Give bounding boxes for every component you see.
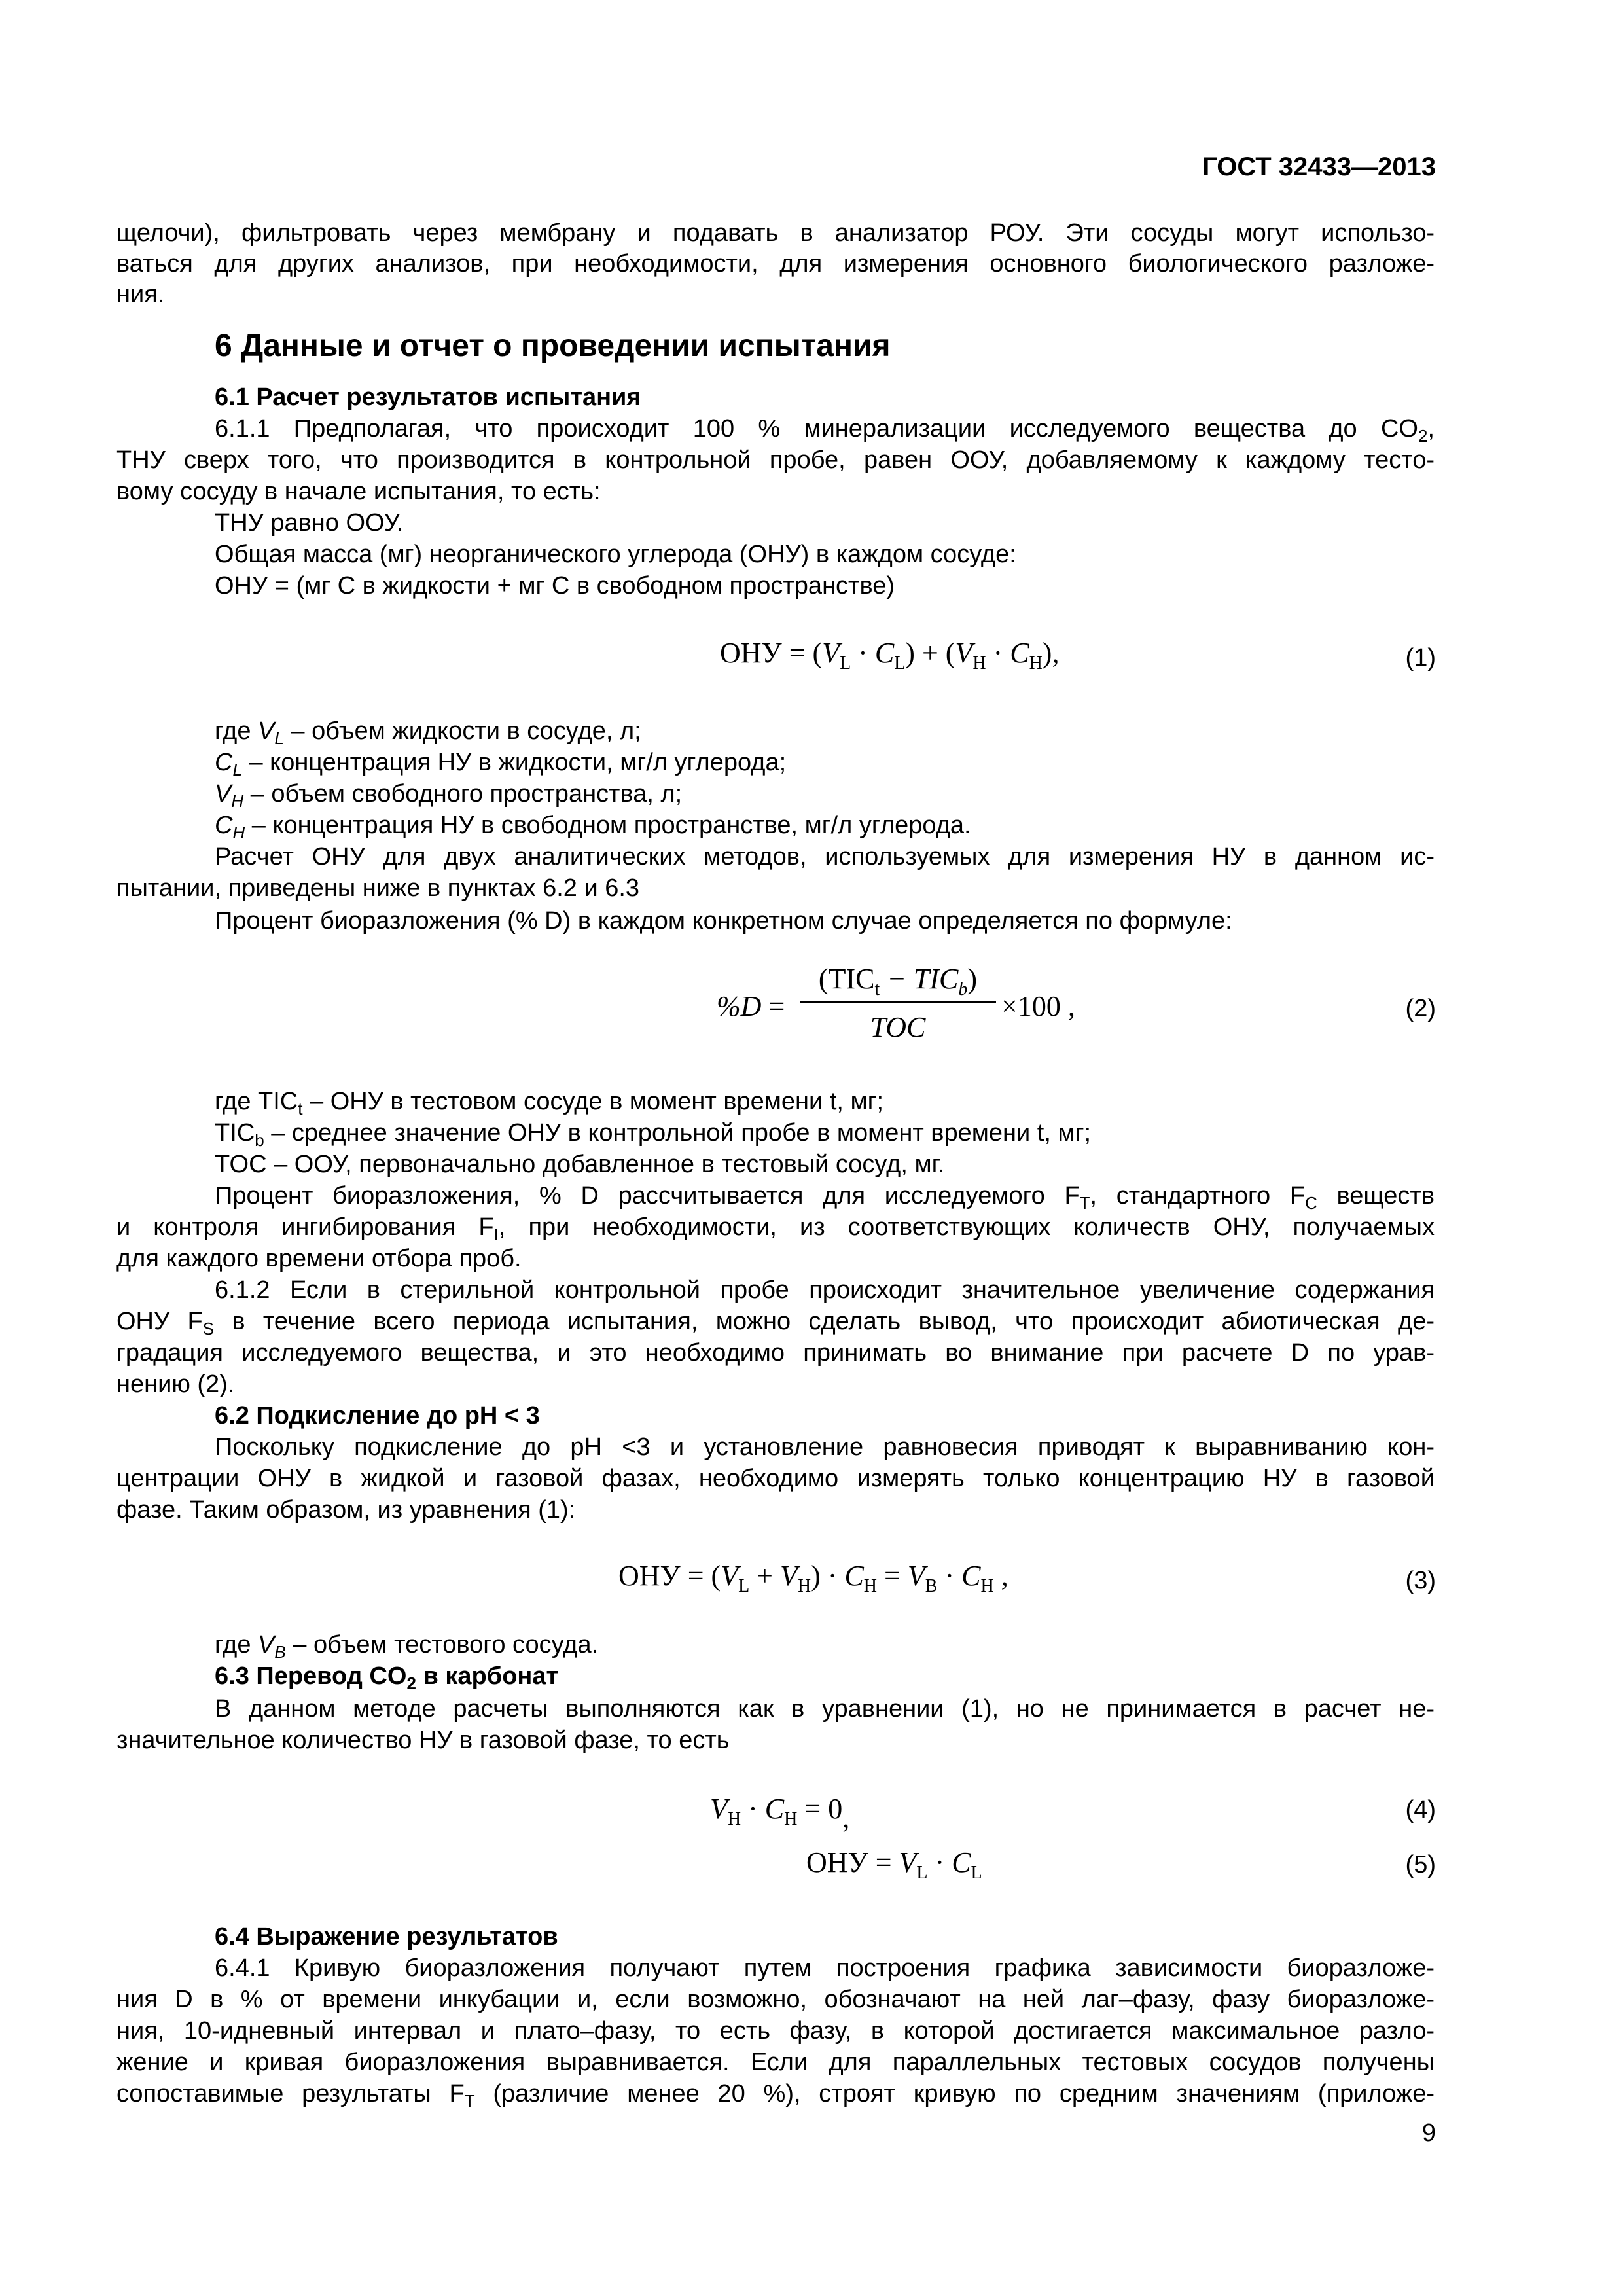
equation-3-number: (3) bbox=[1405, 1567, 1436, 1594]
subscript: L bbox=[274, 728, 284, 748]
subscript: C bbox=[1305, 1193, 1317, 1213]
symbol: C bbox=[215, 749, 233, 776]
subscript: H bbox=[231, 791, 244, 811]
text: – среднее значение ОНУ в контрольной пробе в момент времени t, мг; bbox=[264, 1119, 1092, 1147]
para-6-1-2-line-3: градация исследуемого вещества, и это необходимо принимать во внимание при расчете D по урав- bbox=[116, 1339, 1435, 1367]
para-6-1-2-line-4: нению (2). bbox=[116, 1371, 235, 1398]
equation-lhs: ОНУ bbox=[618, 1560, 681, 1592]
intro-line-1: щелочи), фильтровать через мембрану и подавать в анализатор РОУ. Эти сосуды могут использо- bbox=[116, 219, 1435, 247]
subscript: T bbox=[1079, 1193, 1090, 1213]
symbol: V bbox=[258, 1631, 275, 1659]
equation-lhs: ОНУ bbox=[720, 637, 782, 669]
text: ОНУ F bbox=[116, 1308, 203, 1335]
equation-lhs: ОНУ bbox=[806, 1846, 868, 1878]
equation-2-tail: ×100 , bbox=[1001, 990, 1075, 1022]
text: – ОНУ в тестовом сосуде в момент времени t, мг; bbox=[302, 1088, 884, 1115]
para-6-2-line-2: центрации ОНУ в жидкой и газовой фазах, необходимо измерять только концентрацию НУ в газовой bbox=[116, 1465, 1435, 1492]
equation-2-number: (2) bbox=[1405, 995, 1436, 1022]
subsection-6-4-title: 6.4 Выражение результатов bbox=[215, 1923, 558, 1950]
text: , стандартного F bbox=[1090, 1182, 1306, 1210]
intro-line-2: ваться для других анализов, при необходимости, для измерения основного биологического разложе- bbox=[116, 250, 1435, 278]
equation-5-number: (5) bbox=[1405, 1851, 1436, 1878]
para-6-4-1-line-5 bbox=[116, 2079, 1435, 2116]
text: где bbox=[215, 1631, 259, 1659]
symbol: V bbox=[258, 717, 275, 745]
intro-line-3: ния. bbox=[116, 281, 165, 308]
percent-formula-intro: Процент биоразложения (% D) в каждом конкретном случае определяется по формуле: bbox=[215, 907, 1232, 935]
mass-statement: Общая масса (мг) неорганического углерода (ОНУ) в каждом сосуде: bbox=[215, 541, 1016, 568]
para-6-1-1-line-3: вому сосуду в начале испытания, то есть: bbox=[116, 478, 601, 505]
text: веществ bbox=[1317, 1182, 1435, 1210]
para-6-1-1-line-2: ТНУ сверх того, что производится в контрольной пробе, равен ООУ, добавляемому к каждому тесто- bbox=[116, 446, 1435, 474]
subscript: 2 bbox=[1418, 426, 1428, 446]
subscript: H bbox=[232, 823, 245, 842]
text: – объем жидкости в сосуде, л; bbox=[283, 717, 641, 745]
text: − TIC bbox=[880, 963, 959, 995]
text: (TIC bbox=[818, 963, 875, 995]
subsection-6-3-title bbox=[215, 1661, 558, 1698]
para-6-3-line-1: В данном методе расчеты выполняются как в уравнении (1), но не принимается в расчет не- bbox=[215, 1695, 1435, 1723]
subscript: t bbox=[298, 1099, 303, 1119]
equation-rhs: = 0 bbox=[804, 1793, 843, 1825]
text: и контроля ингибирования F bbox=[116, 1213, 494, 1241]
para-6-4-1-line-3: ния, 10-идневный интервал и плато–фазу, то есть фазу, в которой достигается максимальное разло- bbox=[116, 2017, 1435, 2045]
subscript: b bbox=[958, 978, 968, 999]
text: TOC bbox=[870, 1011, 926, 1043]
comma: , bbox=[842, 1802, 850, 1834]
subscript: T bbox=[464, 2091, 475, 2111]
section-title: 6 Данные и отчет о проведении испытания bbox=[215, 329, 891, 363]
subscript: t bbox=[874, 978, 880, 999]
where-toc: TOC – ООУ, первоначально добавленное в тестовый сосуд, мг. bbox=[215, 1151, 945, 1178]
para-6-4-1-line-2: ния D в % от времени инкубации и, если возможно, обозначают на ней лаг–фазу, фазу биоразложе- bbox=[116, 1986, 1435, 2013]
text: (различие менее 20 %), строят кривую по средним значениям (приложе- bbox=[474, 2080, 1435, 2108]
text: – концентрация НУ в жидкости, мг/л углерода; bbox=[241, 749, 787, 776]
equation-2-denominator bbox=[800, 1011, 996, 1044]
biodeg-line-3: для каждого времени отбора проб. bbox=[116, 1245, 522, 1272]
text: TIC bbox=[215, 1119, 255, 1147]
tnu-statement: ТНУ равно ООУ. bbox=[215, 509, 404, 537]
text: Процент биоразложения, % D рассчитывается для исследуемого F bbox=[215, 1182, 1080, 1210]
text: 6.1.1 Предполагая, что происходит 100 % минерализации исследуемого вещества до CO bbox=[215, 415, 1418, 442]
subsection-6-1-title: 6.1 Расчет результатов испытания bbox=[215, 384, 641, 411]
equation-5: ОНУ = $V_L \cdot C_L$ bbox=[806, 1846, 982, 1883]
equation-2-lhs: %D = bbox=[717, 990, 785, 1022]
text: , при необходимости, из соответствующих количеств ОНУ, получаемых bbox=[498, 1213, 1435, 1241]
text: где bbox=[215, 717, 259, 745]
calc-line-2: пытании, приведены ниже в пунктах 6.2 и 6.3 bbox=[116, 874, 640, 902]
equation-lhs: %D bbox=[717, 990, 762, 1022]
symbol: C bbox=[215, 812, 233, 839]
text: в течение всего периода испытания, можно сделать вывод, что происходит абиотическая де- bbox=[214, 1308, 1435, 1335]
text: где TIC bbox=[215, 1088, 298, 1115]
calc-line-1: Расчет ОНУ для двух аналитических методов, используемых для измерения НУ в данном ис- bbox=[215, 843, 1435, 870]
text: – объем свободного пространства, л; bbox=[243, 780, 683, 808]
para-6-1-2-line-1: 6.1.2 Если в стерильной контрольной пробе происходит значительное увеличение содержания bbox=[215, 1276, 1435, 1304]
page-number: 9 bbox=[1421, 2119, 1436, 2147]
subsection-6-2-title: 6.2 Подкисление до pH < 3 bbox=[215, 1402, 540, 1429]
equation-1-number: (1) bbox=[1405, 644, 1436, 672]
standard-header: ГОСТ 32433—2013 bbox=[1202, 152, 1436, 181]
equation-4: $V_H \cdot C_H = 0$, bbox=[710, 1793, 850, 1834]
text: – концентрация НУ в свободном пространстве, мг/л углерода. bbox=[245, 812, 971, 839]
para-6-2-line-1: Поскольку подкисление до pH <3 и установление равновесия приводят к выравниванию кон- bbox=[215, 1433, 1435, 1461]
subscript: I bbox=[493, 1225, 499, 1244]
equation-4-number: (4) bbox=[1405, 1796, 1436, 1823]
text: – объем тестового сосуда. bbox=[285, 1631, 599, 1659]
para-6-4-1-line-1: 6.4.1 Кривую биоразложения получают путем построения графика зависимости биоразложе- bbox=[215, 1954, 1435, 1982]
subscript: S bbox=[202, 1319, 215, 1338]
fraction-bar bbox=[800, 1001, 996, 1003]
text: сопоставимые результаты F bbox=[116, 2080, 465, 2108]
text: в карбонат bbox=[416, 1662, 559, 1690]
subscript: 2 bbox=[406, 1674, 416, 1693]
onu-definition: ОНУ = (мг С в жидкости + мг С в свободном пространстве) bbox=[215, 572, 895, 600]
subscript: b bbox=[255, 1130, 264, 1150]
equation-1: ОНУ = $(V_L \cdot C_L) + (V_H \cdot C_H)$, bbox=[720, 637, 1060, 673]
equation-2-numerator bbox=[800, 962, 996, 1000]
para-6-4-1-line-4: жение и кривая биоразложения выравнивается. Если для параллельных тестовых сосудов получены bbox=[116, 2049, 1435, 2076]
symbol: V bbox=[215, 780, 232, 808]
text: , bbox=[1427, 415, 1435, 442]
text: ) bbox=[967, 963, 978, 995]
equation-3: ОНУ = $(V_L + V_H) \cdot C_H = V_B \cdot C_H$ , bbox=[618, 1560, 1008, 1596]
subscript: B bbox=[274, 1642, 286, 1662]
para-6-2-line-3: фазе. Таким образом, из уравнения (1): bbox=[116, 1496, 576, 1524]
subscript: L bbox=[232, 760, 242, 780]
text: 6.3 Перевод CO bbox=[215, 1662, 407, 1690]
para-6-3-line-2: значительное количество НУ в газовой фазе, то есть bbox=[116, 1727, 730, 1754]
